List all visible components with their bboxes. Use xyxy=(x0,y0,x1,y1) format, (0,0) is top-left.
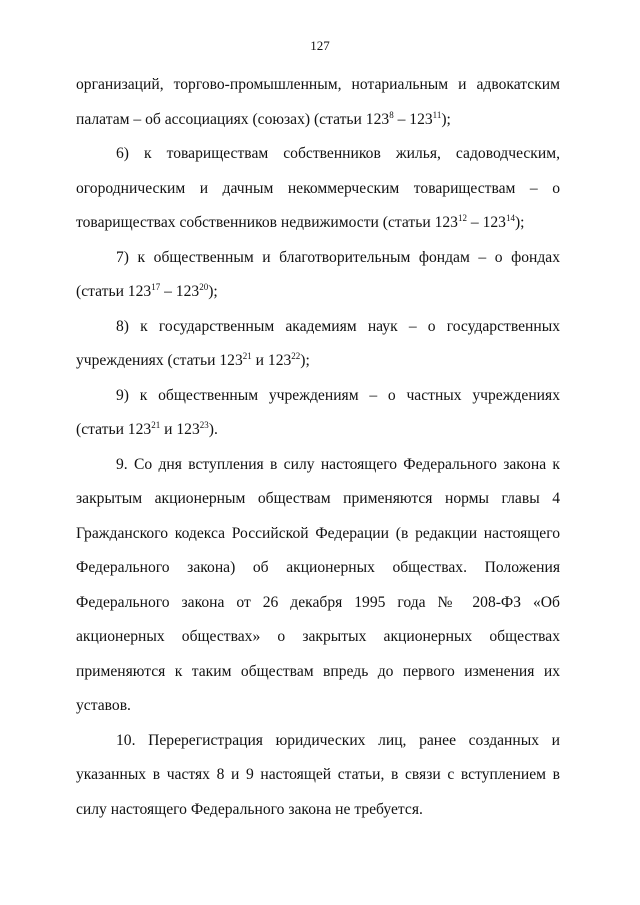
superscript-index: 22 xyxy=(291,351,301,361)
paragraph-item-7 xyxy=(76,241,560,310)
paragraph-text: 10. Перерегистрация юридических лиц, ранее созданных и указанных в частях 8 и 9 настоящей статьи, в связи с вступлением в силу настоящего Федерального закона не требуется. xyxy=(76,731,560,818)
paragraph-text: ). xyxy=(208,421,218,438)
paragraph-text: и 123 xyxy=(251,352,292,369)
paragraph-text: ); xyxy=(441,110,451,128)
paragraph-text: 9) к общественным учреждениям – о частных учреждениях (статьи 123 xyxy=(76,386,560,438)
superscript-index: 17 xyxy=(151,282,161,292)
paragraph-text: – 123 xyxy=(466,214,506,231)
paragraph-text: 7) к общественным и благотворительным фондам – о фондах (статьи 123 xyxy=(76,248,560,300)
paragraph-text: 6) к товариществам собственников жилья, садоводческим, огородническим и дачным некоммерческим товариществам – о товариществах собственников недвижимости (статьи 123 xyxy=(76,145,560,231)
superscript-index: 14 xyxy=(505,213,515,223)
paragraph-part-9 xyxy=(76,448,560,724)
superscript-index: 20 xyxy=(199,282,209,292)
paragraph-text: ); xyxy=(300,352,310,369)
superscript-index: 23 xyxy=(199,420,209,430)
superscript-index: 11 xyxy=(432,109,442,120)
paragraph-text: и 123 xyxy=(160,421,200,438)
superscript-index: 21 xyxy=(242,351,252,361)
paragraph-text: – 123 xyxy=(160,283,200,300)
paragraph-cont xyxy=(76,68,560,137)
paragraph-item-9 xyxy=(76,379,560,448)
paragraph-item-6 xyxy=(76,137,560,241)
paragraph-text: – 123 xyxy=(393,110,433,128)
superscript-index: 8 xyxy=(389,109,394,120)
paragraph-item-8 xyxy=(76,310,560,379)
paragraph-text: ); xyxy=(514,214,525,231)
document-body xyxy=(76,68,560,827)
paragraph-part-10 xyxy=(76,724,560,828)
paragraph-text: 9. Со дня вступления в силу настоящего Федерального закона к закрытым акционерным обществам применяются нормы главы 4 Гражданского кодекса Российской Федерации (в редакции настоящего Федерального закона) об акционерных обществах. Положения Федерального закона от 26 декабря 1995 года № 208-ФЗ «Об акционерных обществах» о закрытых акционерных обществах применяются к таким обществам впредь до первого изменения их уставов. xyxy=(76,455,560,714)
superscript-index: 12 xyxy=(457,213,467,223)
superscript-index: 21 xyxy=(151,420,161,430)
paragraph-text: организаций, торгово-промышленным, нотариальным и адвокатским палатам – об ассоциациях (союзах) (статьи 123 xyxy=(76,76,560,128)
page-number: 127 xyxy=(310,38,330,53)
paragraph-text: 8) к государственным академиям наук – о государственных учреждениях (статьи 123 xyxy=(76,317,560,369)
paragraph-text: ); xyxy=(208,283,218,300)
